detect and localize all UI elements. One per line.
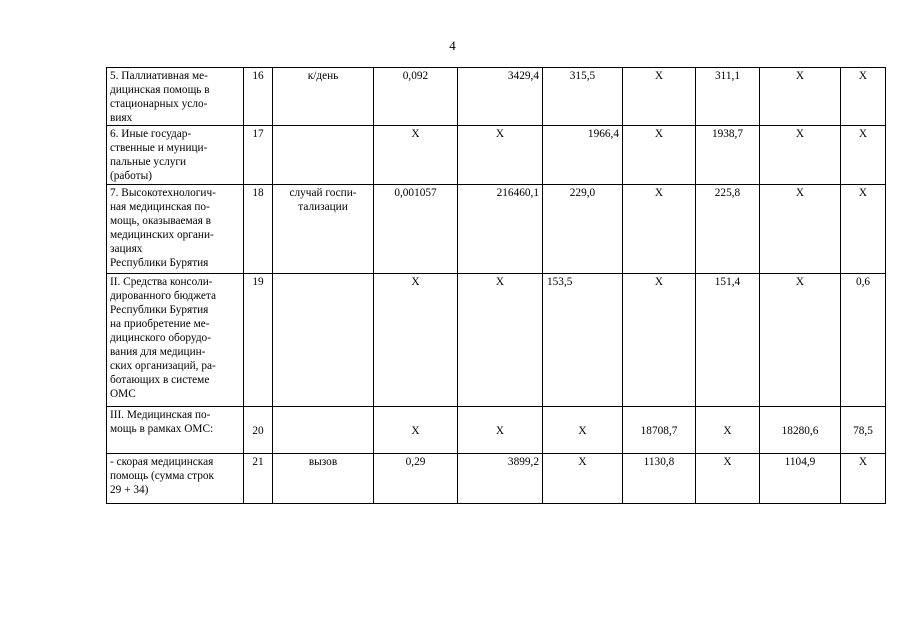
cell-value: 151,4 xyxy=(696,274,760,407)
cell-value: Х xyxy=(760,185,841,274)
row-code: 18 xyxy=(244,185,273,274)
cell-value: Х xyxy=(374,274,458,407)
cell-value: Х xyxy=(458,126,543,185)
row-name: II. Средства консоли- дированного бюджета Республики Бурятия на приобретение ме- дицинского оборудо- вания для медицин- ских организаций, ра- ботающих в системе ОМС xyxy=(107,274,244,407)
row-unit xyxy=(273,274,374,407)
cell-value: Х xyxy=(623,185,696,274)
table-row xyxy=(107,454,886,504)
table-row xyxy=(107,126,886,185)
cell-value: Х xyxy=(841,185,886,274)
cell-value: Х xyxy=(543,407,623,454)
row-code: 19 xyxy=(244,274,273,407)
cell-value: Х xyxy=(623,126,696,185)
table-row xyxy=(107,407,886,454)
row-unit: случай госпи- тализации xyxy=(273,185,374,274)
cell-value: 1938,7 xyxy=(696,126,760,185)
cell-value: Х xyxy=(760,126,841,185)
cell-value: Х xyxy=(696,407,760,454)
cell-value: Х xyxy=(760,68,841,126)
table-row xyxy=(107,68,886,126)
table-row xyxy=(107,274,886,407)
cell-value: 18280,6 xyxy=(760,407,841,454)
cell-value: 0,092 xyxy=(374,68,458,126)
cell-value: 0,001057 xyxy=(374,185,458,274)
table-row xyxy=(107,185,886,274)
cell-value: 3899,2 xyxy=(458,454,543,504)
cell-value: 78,5 xyxy=(841,407,886,454)
row-name: 7. Высокотехнологич- ная медицинская по- мощь, оказываемая в медицинских органи- зациях Республики Бурятия xyxy=(107,185,244,274)
row-unit: вызов xyxy=(273,454,374,504)
row-code: 17 xyxy=(244,126,273,185)
cell-value: Х xyxy=(623,68,696,126)
cell-value: 1104,9 xyxy=(760,454,841,504)
row-code: 20 xyxy=(244,407,273,454)
cell-value: Х xyxy=(458,274,543,407)
cell-value: Х xyxy=(623,274,696,407)
cell-value: 1130,8 xyxy=(623,454,696,504)
cell-value: Х xyxy=(696,454,760,504)
cell-value: Х xyxy=(841,454,886,504)
cell-value: 1966,4 xyxy=(543,126,623,185)
cell-value: 0,6 xyxy=(841,274,886,407)
row-name: 6. Иные государ- ственные и муници- пальные услуги (работы) xyxy=(107,126,244,185)
cell-value: 3429,4 xyxy=(458,68,543,126)
row-code: 21 xyxy=(244,454,273,504)
cell-value: 229,0 xyxy=(543,185,623,274)
page-number: 4 xyxy=(449,38,456,53)
budget-table xyxy=(106,67,886,504)
row-name: 5. Паллиативная ме- дицинская помощь в стационарных усло- виях xyxy=(107,68,244,126)
cell-value: 216460,1 xyxy=(458,185,543,274)
row-name: III. Медицинская по- мощь в рамках ОМС: xyxy=(107,407,244,454)
cell-value: Х xyxy=(543,454,623,504)
cell-value: 0,29 xyxy=(374,454,458,504)
cell-value: Х xyxy=(374,126,458,185)
cell-value: 315,5 xyxy=(543,68,623,126)
row-name: - скорая медицинская помощь (сумма строк 29 + 34) xyxy=(107,454,244,504)
cell-value: Х xyxy=(841,126,886,185)
cell-value: 153,5 xyxy=(543,274,623,407)
cell-value: 225,8 xyxy=(696,185,760,274)
cell-value: Х xyxy=(760,274,841,407)
cell-value: 18708,7 xyxy=(623,407,696,454)
row-unit xyxy=(273,407,374,454)
cell-value: Х xyxy=(374,407,458,454)
cell-value: Х xyxy=(841,68,886,126)
row-unit: к/день xyxy=(273,68,374,126)
row-unit xyxy=(273,126,374,185)
cell-value: Х xyxy=(458,407,543,454)
cell-value: 311,1 xyxy=(696,68,760,126)
row-code: 16 xyxy=(244,68,273,126)
